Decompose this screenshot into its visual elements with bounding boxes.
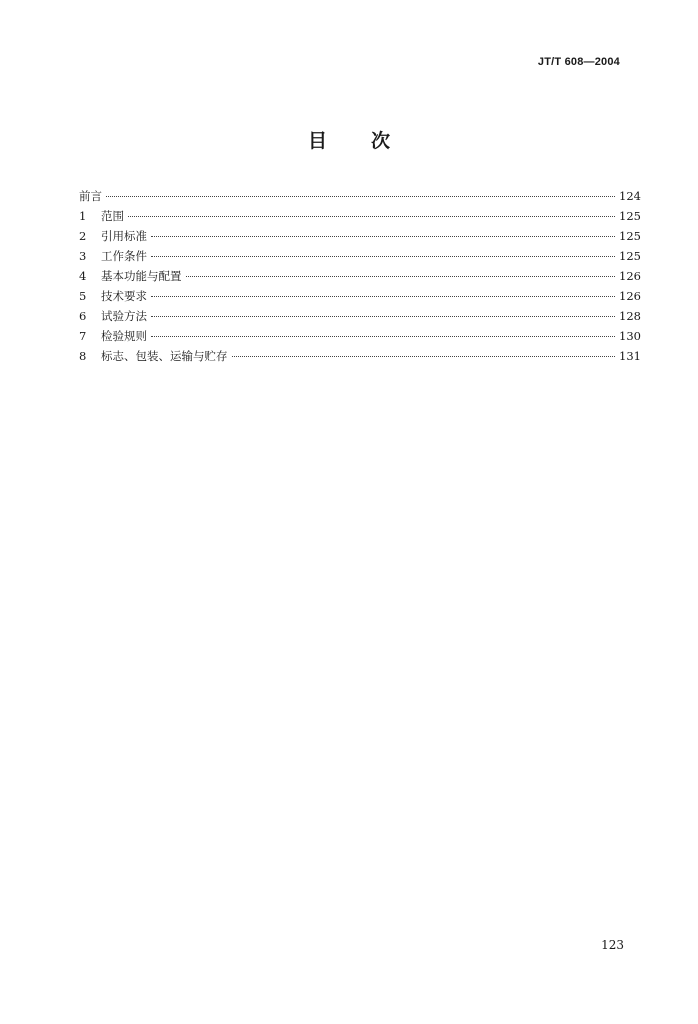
toc-entry-label: 工作条件 [101, 249, 147, 263]
toc-leader-dots [186, 276, 616, 277]
toc-entry-number: 6 [79, 309, 87, 323]
toc-leader-dots [151, 316, 615, 317]
toc-entry-5[interactable] [79, 286, 639, 306]
toc-entry-page: 128 [619, 309, 641, 323]
toc-leader-dots [151, 236, 615, 237]
toc-title-part2: 次 [371, 130, 391, 152]
toc-entry-label: 引用标准 [101, 229, 147, 243]
toc-leader-dots [151, 256, 615, 257]
toc-leader-dots [106, 196, 615, 197]
toc-entry-page: 124 [619, 189, 641, 203]
toc-entry-1[interactable] [79, 206, 639, 226]
toc-leader-dots [128, 216, 615, 217]
toc-entry-3[interactable] [79, 246, 639, 266]
toc-entry-number: 8 [79, 349, 87, 363]
toc-entry-label: 标志、包装、运输与贮存 [101, 349, 228, 363]
toc-entry-7[interactable] [79, 326, 639, 346]
toc-entry-number: 4 [79, 269, 87, 283]
page-number: 123 [601, 938, 624, 952]
toc-entry-8[interactable] [79, 346, 639, 366]
toc-entry-label: 检验规则 [101, 329, 147, 343]
toc-entry-label: 范围 [101, 209, 124, 223]
toc-entry-number: 5 [79, 289, 87, 303]
toc-entry-page: 126 [619, 269, 641, 283]
toc-entry-number: 7 [79, 329, 87, 343]
toc-entry-page: 125 [619, 229, 641, 243]
toc-entry-foreword[interactable] [79, 186, 639, 206]
toc-entry-label: 前言 [79, 189, 102, 203]
toc-leader-dots [151, 336, 615, 337]
toc-entry-page: 125 [619, 249, 641, 263]
toc-entry-6[interactable] [79, 306, 639, 326]
toc-entry-4[interactable] [79, 266, 639, 286]
toc-entry-label: 技术要求 [101, 289, 147, 303]
toc-leader-dots [151, 296, 615, 297]
toc-entry-number: 2 [79, 229, 87, 243]
toc-entry-page: 126 [619, 289, 641, 303]
table-of-contents [79, 186, 639, 366]
toc-entry-label: 试验方法 [101, 309, 147, 323]
toc-entry-page: 131 [619, 349, 641, 363]
toc-title-part1: 目 [307, 130, 327, 152]
toc-entry-number: 3 [79, 249, 87, 263]
toc-entry-page: 130 [619, 329, 641, 343]
toc-entry-page: 125 [619, 209, 641, 223]
toc-entry-2[interactable] [79, 226, 639, 246]
standard-code: JT/T 608—2004 [537, 56, 620, 68]
toc-entry-number: 1 [79, 209, 87, 223]
toc-title [0, 126, 698, 153]
toc-leader-dots [232, 356, 616, 357]
toc-entry-label: 基本功能与配置 [101, 269, 182, 283]
